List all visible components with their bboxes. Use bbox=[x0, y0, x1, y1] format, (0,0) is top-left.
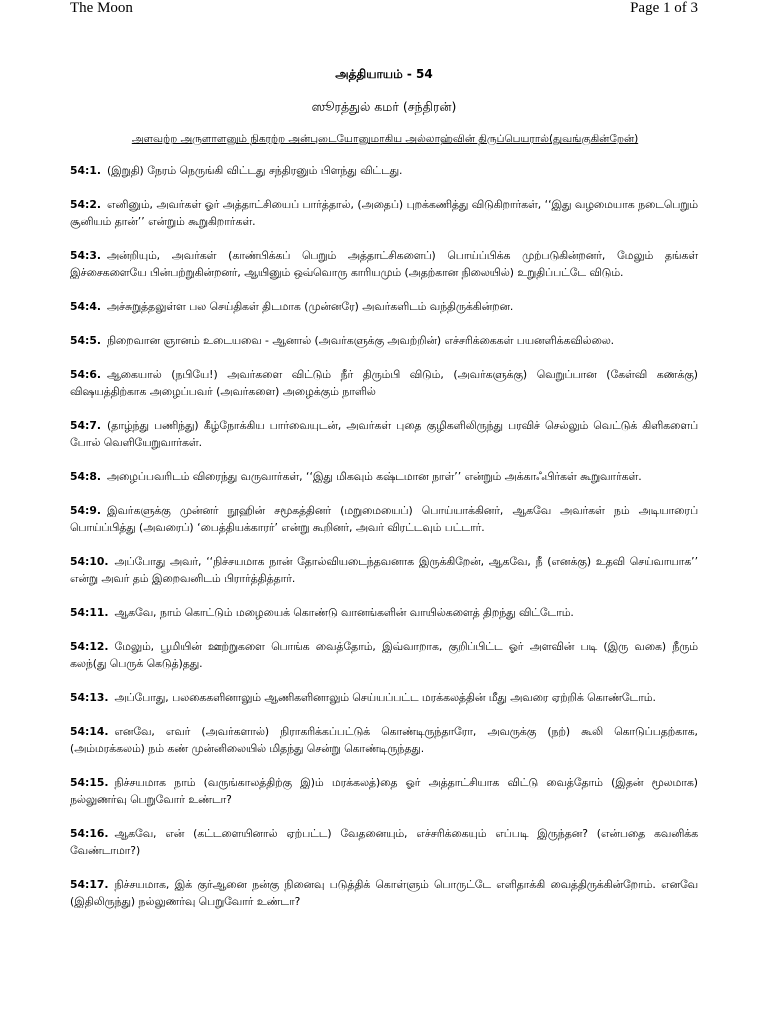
verse-number: 54:15. bbox=[70, 776, 109, 789]
verse-text: ஆகவே, என் (கட்டளையினால் ஏற்பட்ட) வேதனையும், எச்சரிக்கையும் எப்படி இருந்தன? (என்பதை கவனிக்க வேண்டாமா?) bbox=[70, 827, 698, 857]
verse bbox=[70, 298, 698, 315]
verse-number: 54:17. bbox=[70, 878, 109, 891]
verse-number: 54:3. bbox=[70, 249, 101, 262]
verse bbox=[70, 468, 698, 485]
verse-text: நிச்சயமாக நாம் (வருங்காலத்திற்கு இ)ம் மரக்கலத்)தை ஓர் அத்தாட்சியாக விட்டு வைத்தோம் (இதன் மூலமாக) நல்லுணர்வு பெறுவோர் உண்டா? bbox=[70, 776, 698, 806]
page-number: Page 1 of 3 bbox=[630, 0, 698, 16]
verse bbox=[70, 723, 698, 757]
chapter-title: அத்தியாயம் - 54 bbox=[335, 67, 433, 81]
verse-number: 54:14. bbox=[70, 725, 109, 738]
verse bbox=[70, 366, 698, 400]
verse-text: அச்சுறுத்தலுள்ள பல செய்திகள் திடமாக (முன்னரே) அவர்களிடம் வந்திருக்கின்றன. bbox=[106, 300, 514, 313]
verse-text: நிறைவான ஞானம் உடையவை - ஆனால் (அவர்களுக்கு அவற்றின்) எச்சரிக்கைகள் பயனளிக்கவில்லை. bbox=[106, 334, 615, 347]
surah-name: ஸூரத்துல் கமர் (சந்திரன்) bbox=[311, 99, 457, 114]
verse bbox=[70, 689, 698, 706]
verse-number: 54:7. bbox=[70, 419, 101, 432]
page-header bbox=[70, 0, 698, 20]
verse-text: ஆகவே, நாம் கொட்டும் மழையைக் கொண்டு வானங்களின் வாயில்களைத் திறந்து விட்டோம். bbox=[114, 606, 574, 619]
verse-number: 54:4. bbox=[70, 300, 101, 313]
verse-text: எனினும், அவர்கள் ஓர் அத்தாட்சியைப் பார்த்தால், (அதைப்) புறக்கணித்து விடுகிறார்கள், ‘‘இது வழமையாக நடைபெறும் சூனியம் தான்’’ என்றும் கூறுகிறார்கள். bbox=[70, 198, 698, 228]
verse-number: 54:8. bbox=[70, 470, 101, 483]
verse bbox=[70, 502, 698, 536]
document-title: The Moon bbox=[70, 0, 133, 16]
verse-text: அன்றியும், அவர்கள் (காண்பிக்கப் பெறும் அத்தாட்சிகளைப்) பொய்ப்பிக்க முற்படுகின்றனர், மேலும் தங்கள் இச்சைகளையே பின்பற்றுகின்றனர், ஆயினும் ஒவ்வொரு காரியமும் (அதற்கான நிலையில்) உறுதிப்பட்டே விடும். bbox=[70, 249, 698, 279]
verse-number: 54:2. bbox=[70, 198, 101, 211]
verse-number: 54:16. bbox=[70, 827, 109, 840]
verse bbox=[70, 247, 698, 281]
verse-text: அப்போது அவர், ‘‘நிச்சயமாக நான் தோல்வியடைந்தவனாக இருக்கிறேன், ஆகவே, நீ (எனக்கு) உதவி செய்வாயாக’’ என்று அவர் தம் இறைவனிடம் பிரார்த்தித்தார். bbox=[70, 555, 698, 585]
verse bbox=[70, 332, 698, 349]
verse bbox=[70, 417, 698, 451]
verse-text: (தாழ்ந்து பணிந்து) கீழ்நோக்கிய பார்வையுடன், அவர்கள் புதை குழிகளிலிருந்து பரவிச் செல்லும் வெட்டுக் கிளிகளைப் போல் வெளியேறுவார்கள். bbox=[70, 419, 698, 449]
verse-text: ஆகையால் (நபியே!) அவர்களை விட்டும் நீர் திரும்பி விடும், (அவர்களுக்கு) வெறுப்பான (கேள்வி கணக்கு) விஷயத்திற்காக அழைப்பவர் (அவர்களை) அழைக்கும் நாளில் bbox=[70, 368, 698, 398]
verse-list bbox=[70, 162, 698, 927]
basmala-line: அளவற்ற அருளாளனும் நிகரற்ற அன்புடையோனுமாகிய அல்லாஹ்வின் திருப்பெயரால்(துவங்குகின்றேன்) bbox=[131, 133, 639, 145]
verse-number: 54:11. bbox=[70, 606, 109, 619]
verse-number: 54:9. bbox=[70, 504, 101, 517]
verse-text: அப்போது, பலகைகளினாலும் ஆணிகளினாலும் செய்யப்பட்ட மரக்கலத்தின் மீது அவரை ஏற்றிக் கொண்டோம். bbox=[114, 691, 656, 704]
verse bbox=[70, 876, 698, 910]
verse-number: 54:6. bbox=[70, 368, 101, 381]
verse-number: 54:1. bbox=[70, 164, 101, 177]
verse bbox=[70, 604, 698, 621]
verse-text: எனவே, எவர் (அவர்களால்) நிராகரிக்கப்பட்டுக் கொண்டிருந்தாரோ, அவருக்கு (நற்) கூலி கொடுப்பதற்காக, (அம்மரக்கலம்) நம் கண் முன்னிலையில் மிதந்து சென்று கொண்டிருந்தது. bbox=[70, 725, 698, 755]
verse-number: 54:13. bbox=[70, 691, 109, 704]
verse-number: 54:12. bbox=[70, 640, 109, 653]
verse bbox=[70, 196, 698, 230]
verse-number: 54:5. bbox=[70, 334, 101, 347]
verse-number: 54:10. bbox=[70, 555, 109, 568]
verse-text: (இறுதி) நேரம் நெருங்கி விட்டது சந்திரனும் பிளந்து விட்டது. bbox=[106, 164, 403, 177]
verse bbox=[70, 774, 698, 808]
verse bbox=[70, 553, 698, 587]
verse-text: மேலும், பூமியின் ஊற்றுகளை பொங்க வைத்தோம், இவ்வாறாக, குறிப்பிட்ட ஓர் அளவின் படி (இரு வகை) நீரும் கலந்(து பெருக் கெடுத்)தது. bbox=[70, 640, 698, 670]
verse bbox=[70, 162, 698, 179]
verse bbox=[70, 825, 698, 859]
verse-text: இவர்களுக்கு முன்னர் நூஹின் சமூகத்தினர் (மறுமையைப்) பொய்யாக்கினர், ஆகவே அவர்கள் நம் அடியாரைப் பொய்ப்பித்து (அவரைப்) ‘பைத்தியக்காரர்’ என்று கூறினர், அவர் விரட்டவும் பட்டார். bbox=[70, 504, 698, 534]
verse bbox=[70, 638, 698, 672]
verse-text: நிச்சயமாக, இக் குர்ஆனை நன்கு நினைவு படுத்திக் கொள்ளும் பொருட்டே எளிதாக்கி வைத்திருக்கின்றோம். எனவே (இதிலிருந்து) நல்லுணர்வு பெறுவோர் உண்டா? bbox=[70, 878, 698, 908]
verse-text: அழைப்பவரிடம் விரைந்து வருவார்கள், ‘‘இது மிகவும் கஷ்டமான நாள்’’ என்றும் அக்காஃபிர்கள் கூறுவார்கள். bbox=[106, 470, 642, 483]
